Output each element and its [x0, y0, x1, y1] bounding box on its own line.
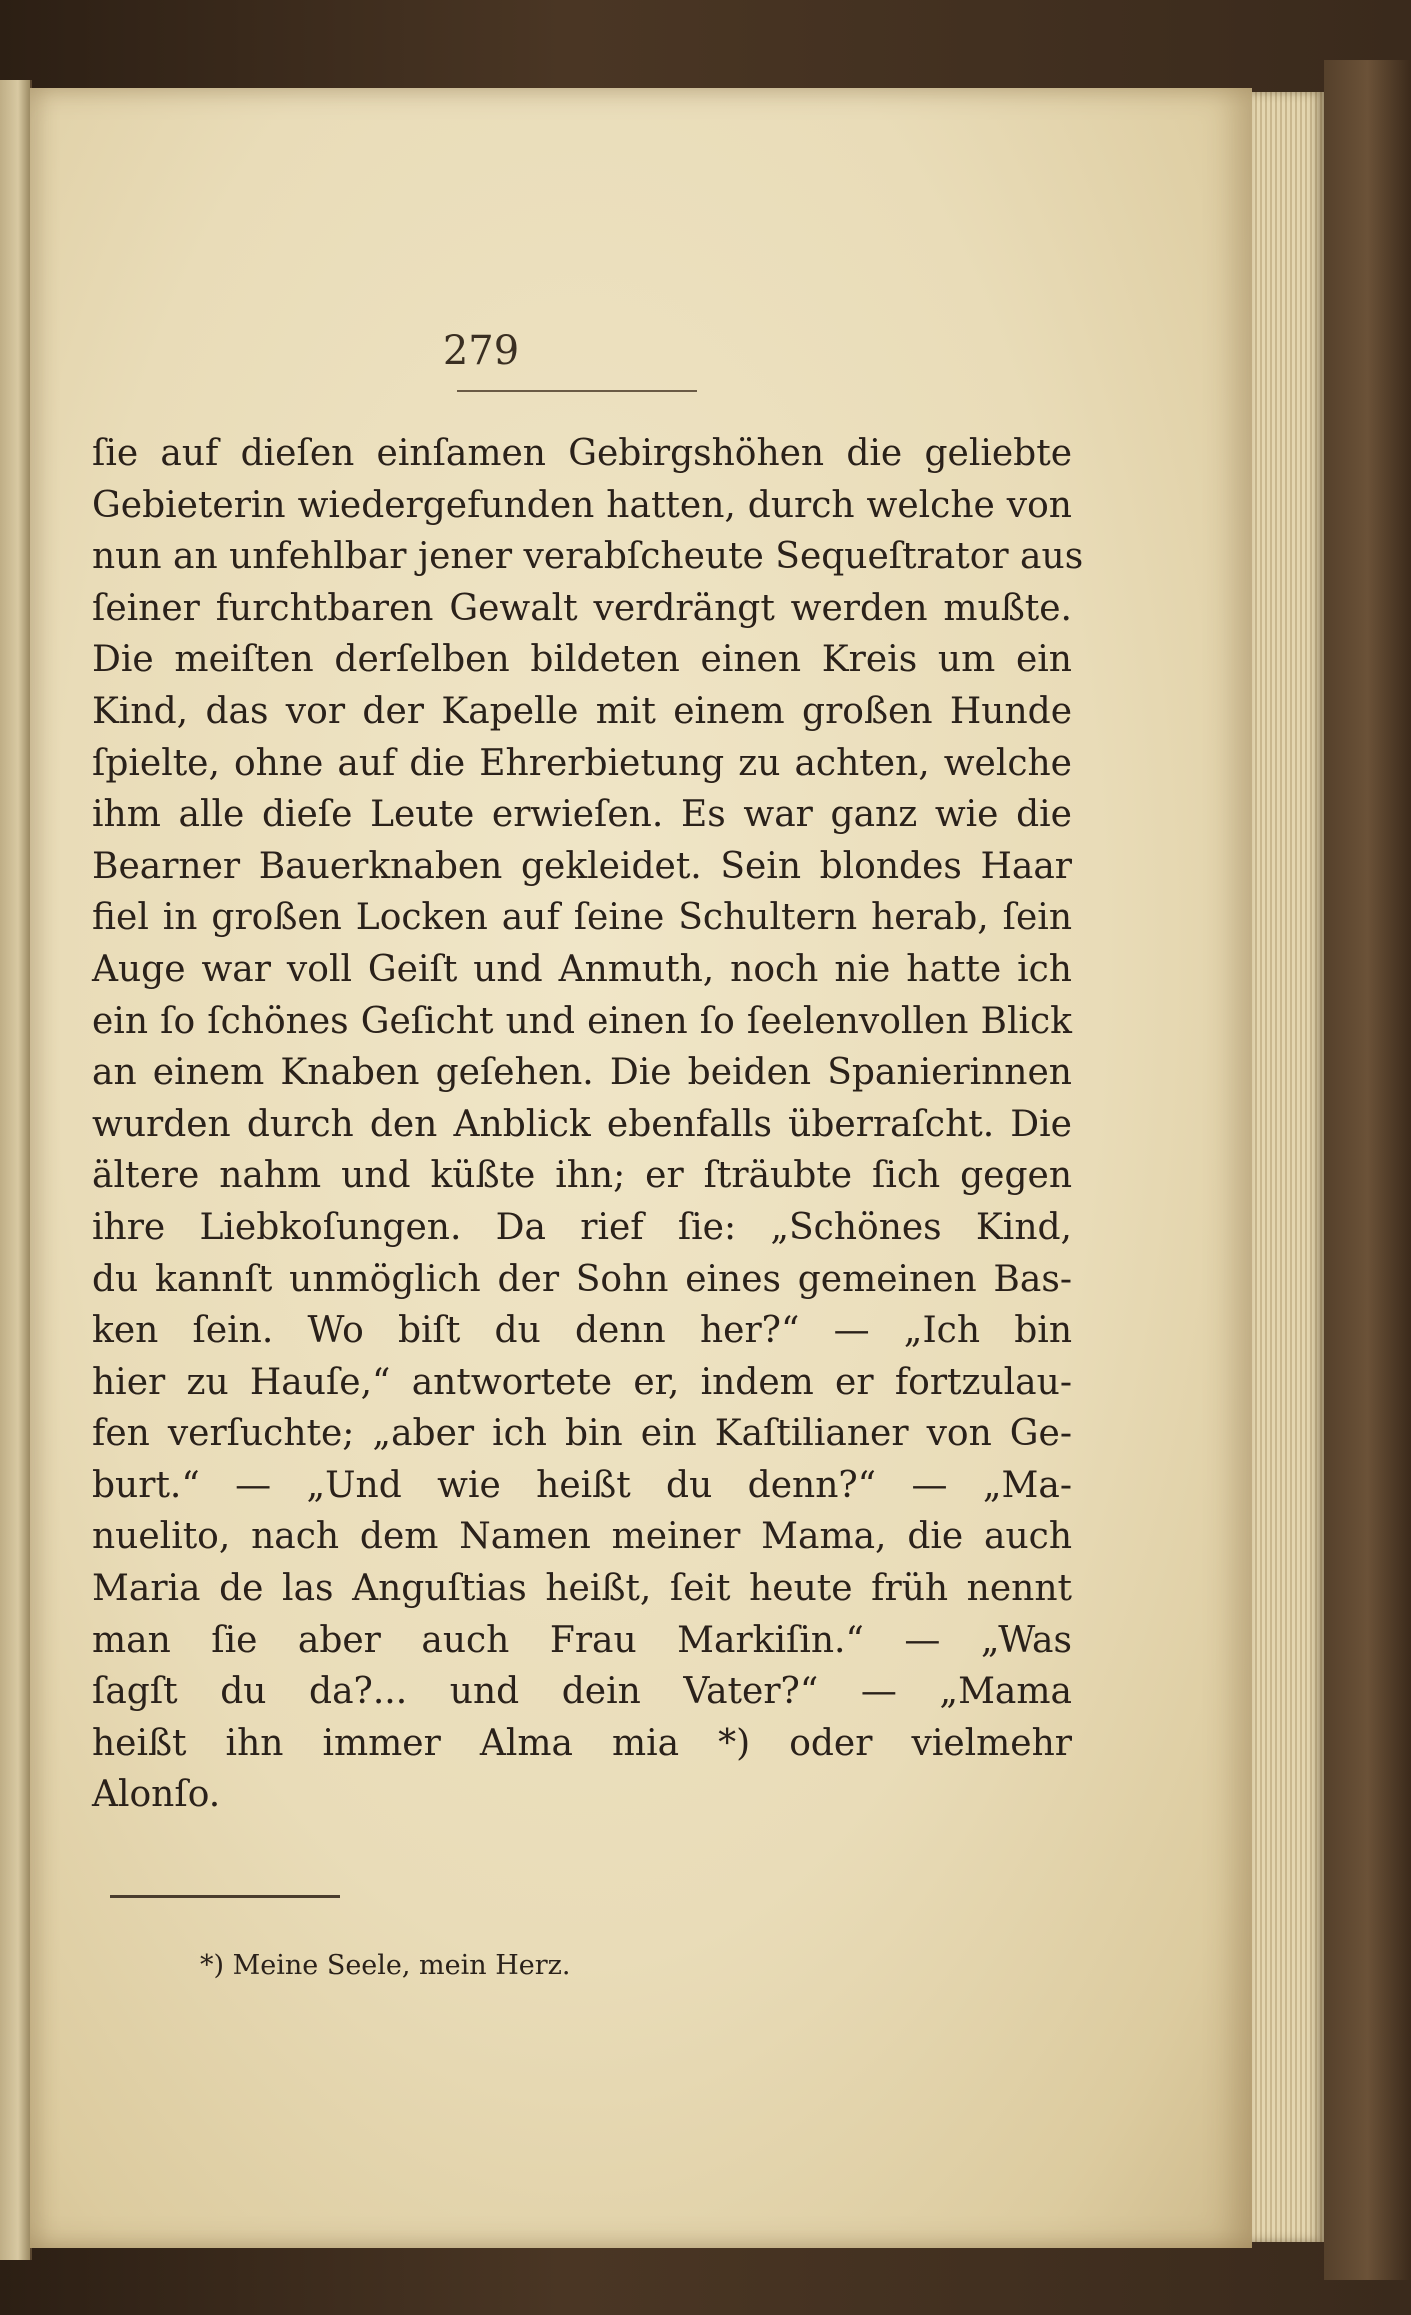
text-line: nun an unfehlbar jener verabſcheute Sequeſtrator aus — [92, 536, 1084, 578]
text-line: fiel in großen Locken auf ſeine Schultern herab, ſein — [92, 897, 1072, 939]
text-line: Auge war voll Geiſt und Anmuth, noch nie hatte ich — [92, 948, 1072, 990]
text-line: nuelito, nach dem Namen meiner Mama, die auch — [92, 1516, 1072, 1558]
text-line: ſagſt du da?... und dein Vater?“ — „Mama — [92, 1671, 1072, 1713]
text-line: du kannſt unmöglich der Sohn eines gemeinen Bas- — [92, 1258, 1072, 1300]
text-line: Gebieterin wiedergefunden hatten, durch welche von — [92, 484, 1072, 526]
text-line: Die meiſten derſelben bildeten einen Kreis um ein — [92, 639, 1072, 681]
text-line: ein ſo ſchönes Geſicht und einen ſo ſeelenvollen Blick — [92, 1000, 1072, 1042]
text-line: ältere nahm und küßte ihn; er ſträubte ſich gegen — [92, 1155, 1072, 1197]
footnote: *) Meine Seele, mein Herz. — [200, 1950, 571, 1981]
text-line: ihre Liebkoſungen. Da rief ſie: „Schönes Kind, — [92, 1206, 1072, 1248]
footnote-rule — [110, 1895, 340, 1898]
text-line: man ſie aber auch Frau Markiſin.“ — „Was — [92, 1619, 1072, 1661]
text-line: Alonſo. — [92, 1774, 221, 1816]
text-line: ſpielte, ohne auf die Ehrerbietung zu achten, welche — [92, 742, 1072, 784]
text-line: hier zu Hauſe,“ antwortete er, indem er fortzulau- — [92, 1361, 1072, 1403]
book-page — [30, 88, 1252, 2248]
text-line: heißt ihn immer Alma mia *) oder vielmehr — [92, 1722, 1072, 1764]
text-line: wurden durch den Anblick ebenfalls überraſcht. Die — [92, 1103, 1072, 1145]
text-line: fen verſuchte; „aber ich bin ein Kaſtilianer von Ge- — [92, 1413, 1072, 1455]
text-line: Bearner Bauerknaben gekleidet. Sein blondes Haar — [92, 845, 1072, 887]
text-line: ihm alle dieſe Leute erwieſen. Es war ganz wie die — [92, 794, 1072, 836]
left-page-edge — [0, 80, 32, 2260]
text-line: ſeiner furchtbaren Gewalt verdrängt werden mußte. — [92, 587, 1072, 629]
text-line: an einem Knaben geſehen. Die beiden Spanierinnen — [92, 1052, 1072, 1094]
page-number: 279 — [442, 328, 520, 374]
header-rule — [457, 390, 697, 392]
body-text — [92, 428, 1084, 1821]
text-line: Maria de las Anguſtias heißt, ſeit heute früh nennt — [92, 1568, 1072, 1610]
page-block-edges — [1252, 92, 1324, 2242]
text-line: burt.“ — „Und wie heißt du denn?“ — „Ma- — [92, 1464, 1072, 1506]
text-line: Kind, das vor der Kapelle mit einem großen Hunde — [92, 690, 1072, 732]
text-line: ſie auf dieſen einſamen Gebirgshöhen die geliebte — [92, 433, 1072, 474]
text-line: ken ſein. Wo biſt du denn her?“ — „Ich bin — [92, 1310, 1072, 1352]
book-cover-edge — [1324, 60, 1411, 2280]
